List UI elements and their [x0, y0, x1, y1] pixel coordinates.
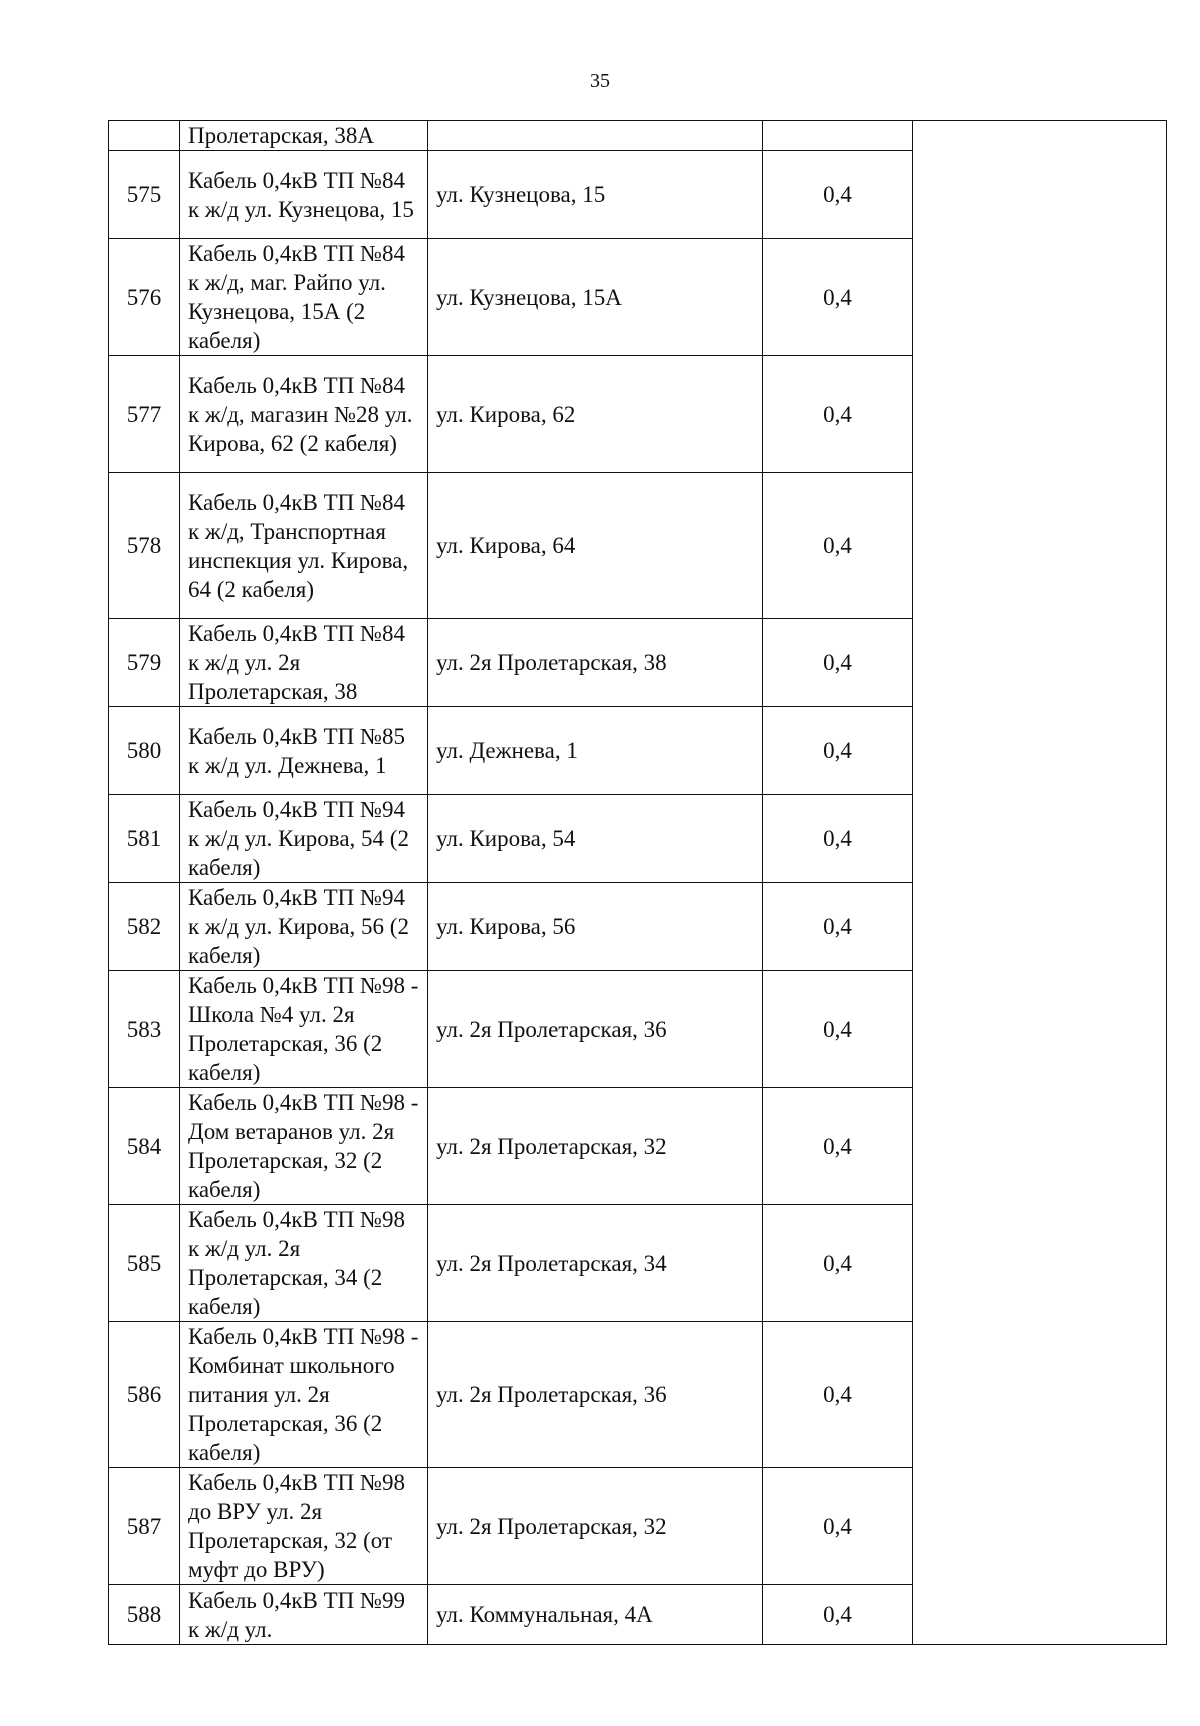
object-name-cell: Кабель 0,4кВ ТП №84 к ж/д, Транспортная инспекция ул. Кирова, 64 (2 кабеля)	[180, 473, 428, 619]
object-name-cell: Кабель 0,4кВ ТП №99 к ж/д ул.	[180, 1585, 428, 1645]
address-cell: ул. 2я Пролетарская, 32	[428, 1468, 763, 1585]
address-cell: ул. 2я Пролетарская, 38	[428, 619, 763, 707]
row-number-cell: 578	[109, 473, 180, 619]
object-name-cell: Кабель 0,4кВ ТП №98 - Школа №4 ул. 2я Пролетарская, 36 (2 кабеля)	[180, 971, 428, 1088]
row-number-cell: 583	[109, 971, 180, 1088]
address-cell: ул. 2я Пролетарская, 36	[428, 1322, 763, 1468]
row-number-cell: 575	[109, 151, 180, 239]
row-number-cell: 587	[109, 1468, 180, 1585]
voltage-cell: 0,4	[763, 1088, 913, 1205]
cable-registry-table	[108, 120, 1167, 1645]
voltage-cell: 0,4	[763, 1205, 913, 1322]
row-number-cell: 576	[109, 239, 180, 356]
row-number-cell: 577	[109, 356, 180, 473]
merged-notes-cell	[913, 121, 1167, 1645]
address-cell: ул. Дежнева, 1	[428, 707, 763, 795]
address-cell: ул. Кирова, 54	[428, 795, 763, 883]
object-name-cell: Кабель 0,4кВ ТП №98 до ВРУ ул. 2я Пролетарская, 32 (от муфт до ВРУ)	[180, 1468, 428, 1585]
row-number-cell: 579	[109, 619, 180, 707]
voltage-cell: 0,4	[763, 239, 913, 356]
object-name-cell: Кабель 0,4кВ ТП №85 к ж/д ул. Дежнева, 1	[180, 707, 428, 795]
address-cell: ул. 2я Пролетарская, 34	[428, 1205, 763, 1322]
row-number-cell: 580	[109, 707, 180, 795]
page-number: 35	[590, 70, 610, 92]
row-number-cell	[109, 121, 180, 151]
address-cell: ул. Кузнецова, 15А	[428, 239, 763, 356]
address-cell: ул. Кирова, 62	[428, 356, 763, 473]
row-number-cell: 588	[109, 1585, 180, 1645]
object-name-cell: Пролетарская, 38А	[180, 121, 428, 151]
object-name-cell: Кабель 0,4кВ ТП №84 к ж/д, магазин №28 ул. Кирова, 62 (2 кабеля)	[180, 356, 428, 473]
voltage-cell: 0,4	[763, 151, 913, 239]
row-number-cell: 586	[109, 1322, 180, 1468]
voltage-cell: 0,4	[763, 707, 913, 795]
object-name-cell: Кабель 0,4кВ ТП №98 к ж/д ул. 2я Пролетарская, 34 (2 кабеля)	[180, 1205, 428, 1322]
object-name-cell: Кабель 0,4кВ ТП №94 к ж/д ул. Кирова, 56 (2 кабеля)	[180, 883, 428, 971]
row-number-cell: 585	[109, 1205, 180, 1322]
address-cell	[428, 121, 763, 151]
address-cell: ул. Кирова, 56	[428, 883, 763, 971]
voltage-cell: 0,4	[763, 795, 913, 883]
object-name-cell: Кабель 0,4кВ ТП №84 к ж/д ул. 2я Пролетарская, 38	[180, 619, 428, 707]
voltage-cell	[763, 121, 913, 151]
address-cell: ул. 2я Пролетарская, 32	[428, 1088, 763, 1205]
address-cell: ул. Кузнецова, 15	[428, 151, 763, 239]
table-row-continuation	[109, 121, 1167, 151]
row-number-cell: 581	[109, 795, 180, 883]
object-name-cell: Кабель 0,4кВ ТП №98 - Комбинат школьного питания ул. 2я Пролетарская, 36 (2 кабеля)	[180, 1322, 428, 1468]
address-cell: ул. Кирова, 64	[428, 473, 763, 619]
object-name-cell: Кабель 0,4кВ ТП №84 к ж/д ул. Кузнецова, 15	[180, 151, 428, 239]
voltage-cell: 0,4	[763, 1468, 913, 1585]
row-number-cell: 582	[109, 883, 180, 971]
object-name-cell: Кабель 0,4кВ ТП №98 - Дом ветаранов ул. 2я Пролетарская, 32 (2 кабеля)	[180, 1088, 428, 1205]
voltage-cell: 0,4	[763, 883, 913, 971]
object-name-cell: Кабель 0,4кВ ТП №94 к ж/д ул. Кирова, 54 (2 кабеля)	[180, 795, 428, 883]
voltage-cell: 0,4	[763, 971, 913, 1088]
voltage-cell: 0,4	[763, 356, 913, 473]
row-number-cell: 584	[109, 1088, 180, 1205]
voltage-cell: 0,4	[763, 619, 913, 707]
voltage-cell: 0,4	[763, 473, 913, 619]
address-cell: ул. 2я Пролетарская, 36	[428, 971, 763, 1088]
voltage-cell: 0,4	[763, 1585, 913, 1645]
object-name-cell: Кабель 0,4кВ ТП №84 к ж/д, маг. Райпо ул. Кузнецова, 15А (2 кабеля)	[180, 239, 428, 356]
address-cell: ул. Коммунальная, 4А	[428, 1585, 763, 1645]
voltage-cell: 0,4	[763, 1322, 913, 1468]
